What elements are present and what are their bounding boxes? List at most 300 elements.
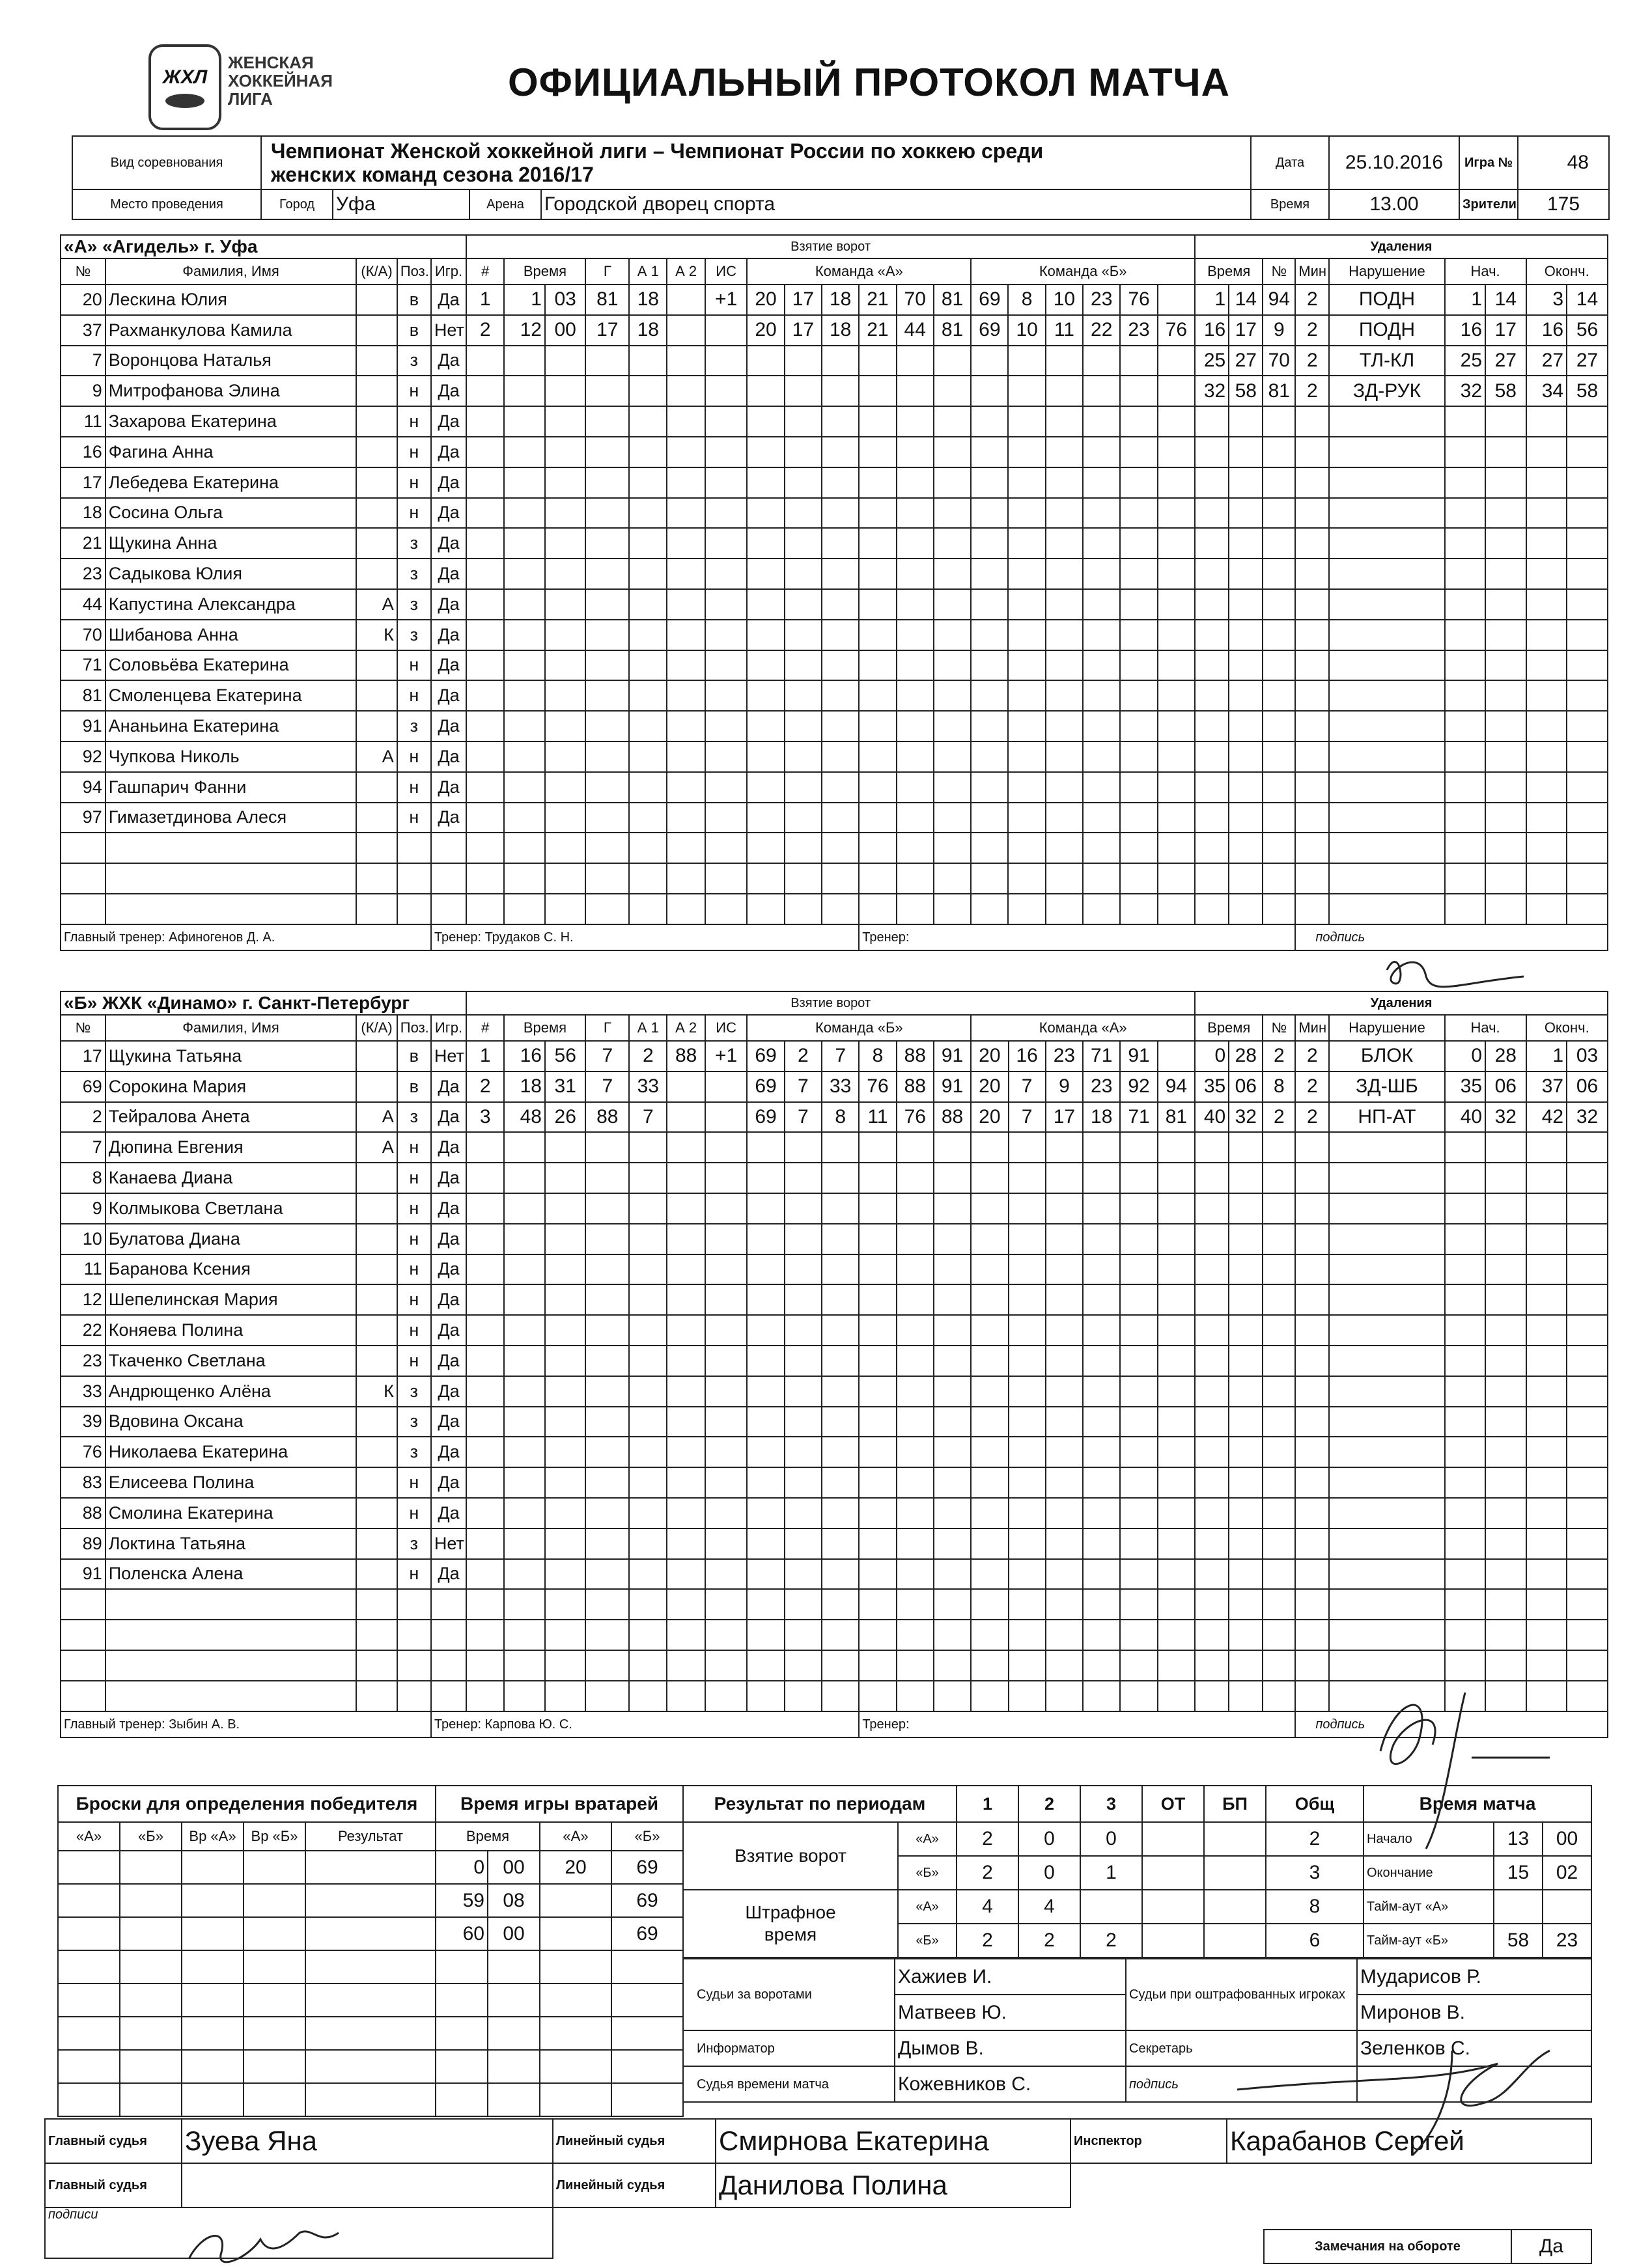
- goalie-sec: 08: [488, 1884, 540, 1917]
- pim-cell: [1142, 1890, 1204, 1924]
- goal-assist2: [667, 559, 705, 589]
- pen-end-sec: [1567, 1315, 1608, 1346]
- on-ice-opp: [971, 1681, 1008, 1711]
- on-ice-own: 81: [934, 284, 971, 315]
- on-ice-opp: [1046, 1498, 1083, 1528]
- col-pen-time: Время: [1195, 1015, 1263, 1041]
- on-ice-opp: [971, 467, 1008, 498]
- on-ice-own: [859, 1681, 896, 1711]
- on-ice-own: [822, 803, 859, 833]
- pen-end-min: [1526, 650, 1567, 681]
- on-ice-own: [934, 346, 971, 376]
- pen-end-min: 34: [1526, 376, 1567, 406]
- goal-second: [545, 1467, 586, 1498]
- pen-player: [1263, 863, 1295, 894]
- goal-assist1: [629, 528, 667, 559]
- shootout-cell: [182, 1884, 244, 1917]
- on-ice-own: 21: [859, 315, 896, 346]
- pen-minutes: 2: [1295, 315, 1329, 346]
- player-number: 92: [61, 741, 105, 772]
- player-role: [356, 498, 397, 529]
- on-ice-own: [897, 346, 934, 376]
- team-title-text: «А» «Агидель» г. Уфа: [64, 236, 258, 256]
- pen-start-sec: [1485, 894, 1526, 924]
- goalie-col: «А»: [540, 1822, 611, 1851]
- on-ice-own: [897, 803, 934, 833]
- goal-assist1: [629, 1193, 667, 1224]
- on-ice-opp: [1120, 803, 1157, 833]
- pen-player: [1263, 772, 1295, 803]
- on-ice-own: [859, 346, 896, 376]
- player-played: Да: [431, 528, 466, 559]
- on-ice-own: [859, 559, 896, 589]
- player-position: н: [397, 406, 431, 437]
- goalie-b: [611, 2017, 683, 2050]
- pen-second: 06: [1229, 1072, 1263, 1102]
- pen-player: [1263, 1498, 1295, 1528]
- table-row: [58, 2050, 436, 2083]
- pen-minutes: 2: [1295, 284, 1329, 315]
- player-position: н: [397, 650, 431, 681]
- player-played: Да: [431, 498, 466, 529]
- on-ice-opp: [1008, 528, 1045, 559]
- remarks-value: Да: [1511, 2230, 1591, 2263]
- on-ice-opp: [971, 376, 1008, 406]
- on-ice-opp: 23: [1046, 1041, 1083, 1072]
- score-cell: [1204, 1856, 1266, 1890]
- on-ice-own: [859, 1163, 896, 1193]
- goal-assist1: [629, 1224, 667, 1254]
- player-number: 17: [61, 1041, 105, 1072]
- pen-end-sec: [1567, 833, 1608, 863]
- on-ice-own: [822, 894, 859, 924]
- on-ice-opp: [971, 772, 1008, 803]
- player-position: н: [397, 498, 431, 529]
- pen-end-min: [1526, 1132, 1567, 1163]
- on-ice-own: [859, 1315, 896, 1346]
- on-ice-opp: [1083, 1650, 1120, 1681]
- player-name: [105, 1589, 357, 1620]
- pen-second: [1229, 1467, 1263, 1498]
- pen-end-min: [1526, 589, 1567, 620]
- pen-start-sec: [1485, 863, 1526, 894]
- player-name: [105, 863, 357, 894]
- on-ice-own: [822, 406, 859, 437]
- competition-line: Чемпионат Женской хоккейной лиги – Чемпионат России по хоккею среди: [271, 139, 1044, 163]
- col-goal-no: #: [466, 258, 504, 284]
- pen-start-min: [1445, 620, 1486, 650]
- on-ice-opp: [1046, 1650, 1083, 1681]
- coach: Тренер: Трудаков С. Н.: [431, 924, 859, 950]
- on-ice-opp: [971, 833, 1008, 863]
- goal-assist2: [667, 741, 705, 772]
- goal-second: [545, 559, 586, 589]
- pen-second: 28: [1229, 1041, 1263, 1072]
- table-row: [61, 863, 1608, 894]
- pen-second: [1229, 498, 1263, 529]
- goal-minute: [504, 1437, 545, 1467]
- pen-end-min: [1526, 1528, 1567, 1559]
- goal-number: [466, 1163, 504, 1193]
- goal-second: [545, 772, 586, 803]
- pen-infraction: [1329, 1589, 1444, 1620]
- pen-second: [1229, 1284, 1263, 1315]
- on-ice-opp: [1120, 498, 1157, 529]
- pen-minute: [1195, 1559, 1229, 1590]
- on-ice-opp: [1008, 650, 1045, 681]
- pen-infraction: [1329, 467, 1444, 498]
- on-ice-own: [859, 1254, 896, 1285]
- on-ice-own: [934, 1346, 971, 1376]
- on-ice-opp: [971, 589, 1008, 620]
- on-ice-opp: [1046, 711, 1083, 741]
- on-ice-opp: [971, 1620, 1008, 1650]
- pen-player: [1263, 498, 1295, 529]
- player-role: [356, 833, 397, 863]
- competition-name: [261, 136, 1251, 189]
- pen-start-min: [1445, 1620, 1486, 1650]
- goal-situation: [705, 589, 748, 620]
- goal-assist2: [667, 680, 705, 711]
- player-name: Поленска Алена: [105, 1559, 357, 1590]
- goalie-min: [436, 2050, 488, 2083]
- pen-minute: 25: [1195, 346, 1229, 376]
- player-played: [431, 863, 466, 894]
- on-ice-own: [785, 803, 822, 833]
- pen-player: 81: [1263, 376, 1295, 406]
- player-number: [61, 1650, 105, 1681]
- goal-scorer: [585, 1224, 629, 1254]
- pen-infraction: [1329, 1650, 1444, 1681]
- player-number: 11: [61, 406, 105, 437]
- on-ice-opp: [1158, 498, 1195, 529]
- pen-minutes: [1295, 833, 1329, 863]
- goal-second: [545, 1498, 586, 1528]
- player-role: [356, 346, 397, 376]
- pen-start-sec: [1485, 1681, 1526, 1711]
- on-ice-opp: [1009, 1407, 1046, 1437]
- shootout-cell: [120, 1851, 182, 1884]
- goal-scorer: [585, 1681, 629, 1711]
- on-ice-own: [785, 1528, 822, 1559]
- goal-minute: [504, 589, 545, 620]
- pen-second: [1229, 620, 1263, 650]
- on-ice-opp: [1046, 1163, 1083, 1193]
- goal-assist2: [667, 1620, 705, 1650]
- goal-second: [545, 680, 586, 711]
- on-ice-opp: 9: [1046, 1072, 1083, 1102]
- goal-assist1: 7: [629, 1102, 667, 1133]
- shootout-col: «Б»: [120, 1822, 182, 1851]
- goalie-sec: [488, 2050, 540, 2083]
- player-role: [356, 894, 397, 924]
- pen-minutes: [1295, 863, 1329, 894]
- arena-value: Городской дворец спорта: [541, 189, 1251, 219]
- player-number: 83: [61, 1467, 105, 1498]
- goal-second: [545, 1224, 586, 1254]
- pen-minute: [1195, 1650, 1229, 1681]
- pen-start-min: [1445, 1498, 1486, 1528]
- pen-second: [1229, 803, 1263, 833]
- pen-player: [1263, 1528, 1295, 1559]
- on-ice-own: [934, 1254, 971, 1285]
- player-position: з: [397, 620, 431, 650]
- player-position: з: [397, 1528, 431, 1559]
- player-number: 8: [61, 1163, 105, 1193]
- player-name: Баранова Ксения: [105, 1254, 357, 1285]
- pen-player: [1263, 437, 1295, 467]
- player-position: н: [397, 1254, 431, 1285]
- pen-end-sec: [1567, 1437, 1608, 1467]
- col-pos: Поз.: [397, 258, 431, 284]
- goal-scorer: [585, 1559, 629, 1590]
- pen-infraction: [1329, 620, 1444, 650]
- on-ice-opp: [971, 1498, 1008, 1528]
- on-ice-opp: [1009, 1254, 1046, 1285]
- player-played: Нет: [431, 1528, 466, 1559]
- remarks-label: Замечания на обороте: [1264, 2230, 1511, 2263]
- col-played: Игр.: [431, 258, 466, 284]
- col-infraction: Нарушение: [1329, 258, 1444, 284]
- referee-label: Главный судья: [45, 2163, 182, 2207]
- on-ice-own: [859, 772, 896, 803]
- goal-assist1: 33: [629, 1072, 667, 1102]
- player-name: Сорокина Мария: [105, 1072, 357, 1102]
- pen-start-sec: [1485, 528, 1526, 559]
- player-position: з: [397, 1376, 431, 1407]
- player-name: Фагина Анна: [105, 437, 357, 467]
- score-cell: 0: [1018, 1822, 1080, 1856]
- pen-start-min: [1445, 650, 1486, 681]
- on-ice-own: [822, 1498, 859, 1528]
- col-is: ИС: [705, 1015, 748, 1041]
- player-played: Да: [431, 1498, 466, 1528]
- score-cell: [1142, 1856, 1204, 1890]
- table-row: [61, 1041, 1608, 1072]
- on-ice-opp: [1046, 559, 1083, 589]
- goalie-b: [611, 1950, 683, 1984]
- goal-second: [545, 650, 586, 681]
- player-played: Да: [431, 1254, 466, 1285]
- on-ice-opp: [1120, 620, 1157, 650]
- pen-second: 27: [1229, 346, 1263, 376]
- on-ice-opp: [1120, 559, 1157, 589]
- on-ice-own: [785, 1407, 822, 1437]
- col-no: №: [61, 258, 105, 284]
- page-title: ОФИЦИАЛЬНЫЙ ПРОТОКОЛ МАТЧА: [508, 61, 1230, 104]
- on-ice-own: [822, 1437, 859, 1467]
- player-name: [105, 894, 357, 924]
- player-name: Дюпина Евгения: [105, 1132, 357, 1163]
- row-team: «А»: [898, 1890, 957, 1924]
- head-coach: Главный тренер: Зыбин А. В.: [61, 1711, 431, 1737]
- pen-minute: [1195, 559, 1229, 589]
- pen-minute: [1195, 1132, 1229, 1163]
- player-role: [356, 1254, 397, 1285]
- linesman-name: Данилова Полина: [716, 2163, 1070, 2207]
- on-ice-own: [934, 1407, 971, 1437]
- on-ice-opp: [1120, 863, 1157, 894]
- pen-minutes: [1295, 1132, 1329, 1163]
- on-ice-own: 70: [897, 284, 934, 315]
- on-ice-opp: [1158, 1284, 1195, 1315]
- on-ice-own: [934, 589, 971, 620]
- pen-minutes: 2: [1295, 346, 1329, 376]
- pen-minute: [1195, 741, 1229, 772]
- goal-number: [466, 1315, 504, 1346]
- pen-start-min: [1445, 894, 1486, 924]
- pen-minute: [1195, 1407, 1229, 1437]
- on-ice-own: [934, 1681, 971, 1711]
- goal-assist1: [629, 1132, 667, 1163]
- goal-scorer: 7: [585, 1072, 629, 1102]
- player-name: Капустина Александра: [105, 589, 357, 620]
- pen-minute: 32: [1195, 376, 1229, 406]
- pen-start-min: [1445, 589, 1486, 620]
- goal-assist1: [629, 711, 667, 741]
- table-row: [61, 406, 1608, 437]
- player-name: Садыкова Юлия: [105, 559, 357, 589]
- player-played: Да: [431, 406, 466, 437]
- table-row: [61, 498, 1608, 529]
- on-ice-own: [897, 1163, 934, 1193]
- pen-second: [1229, 406, 1263, 437]
- goal-minute: [504, 498, 545, 529]
- goal-second: [545, 1193, 586, 1224]
- on-ice-opp: 7: [1009, 1102, 1046, 1133]
- goal-assist2: [667, 1376, 705, 1407]
- on-ice-own: [934, 1559, 971, 1590]
- on-ice-opp: [1120, 1498, 1157, 1528]
- on-ice-opp: [1046, 1346, 1083, 1376]
- pen-player: 94: [1263, 284, 1295, 315]
- pen-second: [1229, 1132, 1263, 1163]
- pen-start-sec: [1485, 1650, 1526, 1681]
- on-ice-own: 20: [747, 315, 784, 346]
- shootout-cell: [244, 2050, 305, 2083]
- pen-second: 58: [1229, 376, 1263, 406]
- pen-minute: [1195, 1620, 1229, 1650]
- goal-assist2: [667, 1102, 705, 1133]
- table-row: [58, 1984, 436, 2017]
- on-ice-own: [822, 1284, 859, 1315]
- pen-start-min: [1445, 1650, 1486, 1681]
- goal-assist1: [629, 894, 667, 924]
- goal-number: [466, 1467, 504, 1498]
- pen-minutes: [1295, 620, 1329, 650]
- goal-number: [466, 528, 504, 559]
- pen-minutes: [1295, 1498, 1329, 1528]
- pen-end-min: [1526, 833, 1567, 863]
- pen-minutes: [1295, 711, 1329, 741]
- on-ice-own: [897, 1407, 934, 1437]
- timeout-b-min: 58: [1494, 1924, 1543, 1957]
- col-own-team: Команда «Б»: [747, 1015, 971, 1041]
- pen-infraction: ЗД-ШБ: [1329, 1072, 1444, 1102]
- on-ice-own: [934, 376, 971, 406]
- on-ice-opp: [1120, 1589, 1157, 1620]
- goalie-sec: [488, 2083, 540, 2116]
- goal-situation: +1: [705, 284, 748, 315]
- player-name: Лескина Юлия: [105, 284, 357, 315]
- pen-start-sec: [1485, 680, 1526, 711]
- on-ice-opp: [1158, 863, 1195, 894]
- on-ice-opp: [1158, 406, 1195, 437]
- on-ice-own: 7: [785, 1072, 822, 1102]
- goal-assist2: [667, 1559, 705, 1590]
- pen-infraction: [1329, 1376, 1444, 1407]
- pen-minutes: [1295, 406, 1329, 437]
- player-name: Вдовина Оксана: [105, 1407, 357, 1437]
- on-ice-own: [747, 863, 784, 894]
- on-ice-opp: [1158, 650, 1195, 681]
- goal-scorer: [585, 589, 629, 620]
- on-ice-opp: [1120, 1376, 1157, 1407]
- on-ice-opp: [971, 1437, 1008, 1467]
- goal-number: [466, 803, 504, 833]
- goal-number: 2: [466, 315, 504, 346]
- on-ice-opp: [1046, 1559, 1083, 1590]
- goal-scorer: [585, 620, 629, 650]
- player-position: н: [397, 803, 431, 833]
- pim-cell: 2: [957, 1924, 1018, 1957]
- on-ice-own: 17: [785, 315, 822, 346]
- pen-minute: [1195, 1163, 1229, 1193]
- on-ice-opp: [1083, 1163, 1120, 1193]
- on-ice-opp: [1120, 1315, 1157, 1346]
- on-ice-opp: [1083, 1284, 1120, 1315]
- score-cell: 1: [1080, 1856, 1142, 1890]
- player-number: 81: [61, 680, 105, 711]
- goal-situation: [705, 1132, 748, 1163]
- city-value: Уфа: [333, 189, 469, 219]
- on-ice-own: [747, 1528, 784, 1559]
- pen-end-sec: [1567, 1376, 1608, 1407]
- pim-cell: [1142, 1924, 1204, 1957]
- city-label: Город: [261, 189, 333, 219]
- goal-scorer: [585, 1498, 629, 1528]
- signature-label: подпись: [1126, 2066, 1357, 2102]
- player-role: [356, 772, 397, 803]
- player-played: Да: [431, 1346, 466, 1376]
- on-ice-own: [785, 1559, 822, 1590]
- on-ice-own: [785, 741, 822, 772]
- goal-scorer: [585, 772, 629, 803]
- on-ice-opp: [1083, 680, 1120, 711]
- goal-minute: [504, 833, 545, 863]
- pen-start-sec: [1485, 1620, 1526, 1650]
- player-role: К: [356, 1376, 397, 1407]
- player-number: 33: [61, 1376, 105, 1407]
- player-played: [431, 1589, 466, 1620]
- pen-start-sec: [1485, 1528, 1526, 1559]
- goal-situation: [705, 741, 748, 772]
- on-ice-opp: [1009, 1224, 1046, 1254]
- pen-end-sec: [1567, 1224, 1608, 1254]
- pen-player: [1263, 559, 1295, 589]
- goals-header: Взятие ворот: [466, 991, 1195, 1015]
- goal-second: 31: [545, 1072, 586, 1102]
- goal-assist2: [667, 803, 705, 833]
- on-ice-opp: [1008, 894, 1045, 924]
- goal-number: [466, 1681, 504, 1711]
- pen-end-sec: [1567, 650, 1608, 681]
- table-row: [61, 1498, 1608, 1528]
- pen-minutes: [1295, 1589, 1329, 1620]
- on-ice-own: [747, 437, 784, 467]
- on-ice-opp: [1046, 1224, 1083, 1254]
- goal-number: [466, 1620, 504, 1650]
